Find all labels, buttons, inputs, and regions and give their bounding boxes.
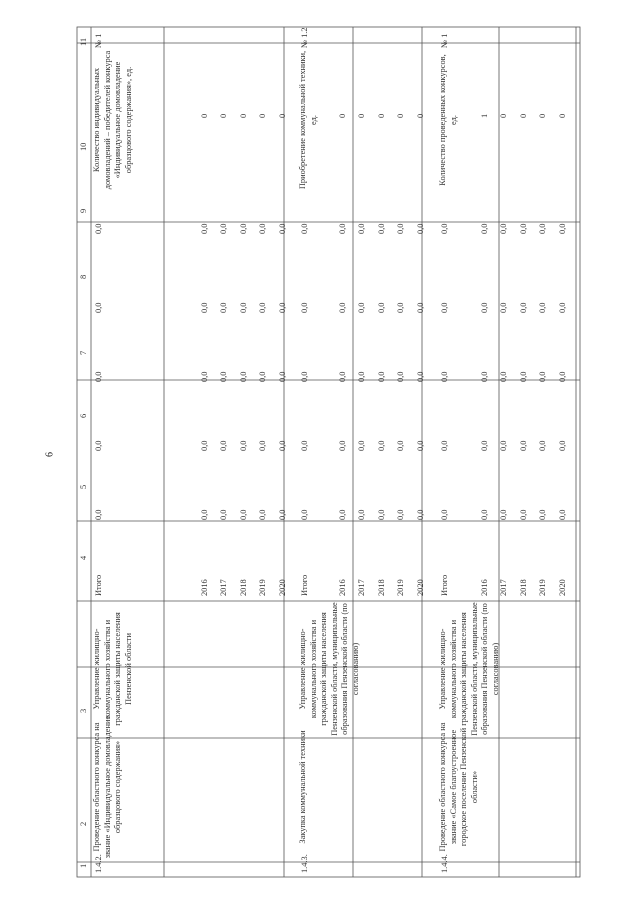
year-value: 0,0 — [557, 371, 567, 382]
year-value: 0,0 — [480, 302, 489, 313]
year-value: 0,0 — [376, 302, 386, 313]
year-value: 0,0 — [499, 509, 509, 520]
indicator-link: № 1 — [94, 33, 103, 48]
column-number: 10 — [79, 142, 88, 151]
year-value: 0,0 — [238, 509, 248, 520]
year-value: 0,0 — [258, 302, 268, 313]
measure-name: Закупка коммунальной техники — [298, 730, 307, 844]
year-value: 0,0 — [238, 302, 248, 313]
year-value: 0,0 — [480, 223, 489, 234]
column-number: 9 — [79, 208, 88, 213]
year-value: 0,0 — [499, 371, 509, 382]
year-value: 0,0 — [200, 223, 209, 234]
year-value: 0,0 — [219, 223, 229, 234]
year-value: 0,0 — [480, 509, 489, 520]
year-value: 0,0 — [277, 302, 287, 313]
year-label: 2017 — [357, 579, 367, 596]
year-value: 0,0 — [480, 371, 489, 382]
year-value: 0,0 — [277, 440, 287, 451]
column-number: 5 — [79, 484, 88, 489]
indicator-value: 1 — [480, 113, 489, 118]
year-label: 2020 — [415, 579, 425, 596]
total-value: 0,0 — [300, 302, 309, 313]
executor: Управление жилищно-коммунального хозяйства и гражданской защиты населения Пензенской области — [92, 612, 133, 726]
total-label: Итого — [300, 574, 309, 596]
year-value: 0,0 — [518, 302, 528, 313]
year-label: 2018 — [238, 579, 248, 596]
year-label: 2019 — [538, 579, 548, 596]
year-label: 2018 — [376, 579, 386, 596]
year-value: 0,0 — [200, 509, 209, 520]
total-value: 0,0 — [440, 509, 449, 520]
year-label: 2020 — [557, 579, 567, 596]
year-value: 0,0 — [415, 440, 425, 451]
total-value: 0,0 — [440, 223, 449, 234]
total-value: 0,0 — [94, 302, 103, 313]
year-value: 0,0 — [499, 440, 509, 451]
indicator-value: 0 — [538, 113, 548, 118]
year-value: 0,0 — [396, 302, 406, 313]
year-value: 0,0 — [357, 371, 367, 382]
year-value: 0,0 — [499, 302, 509, 313]
year-value: 0,0 — [396, 371, 406, 382]
indicator-value: 0 — [219, 113, 229, 118]
indicator-value: 0 — [277, 113, 287, 118]
year-value: 0,0 — [200, 371, 209, 382]
executor: Управление жилищно-коммунального хозяйства и гражданской защиты населения Пензенской области, муниципальные образования Пензенской области (по согласованию) — [438, 602, 500, 736]
indicator-value: 0 — [415, 113, 425, 118]
year-value: 0,0 — [376, 440, 386, 451]
year-label: 2019 — [396, 579, 406, 596]
year-value: 0,0 — [357, 302, 367, 313]
year-value: 0,0 — [538, 440, 548, 451]
total-value: 0,0 — [300, 440, 309, 451]
total-label: Итого — [440, 574, 449, 596]
year-label: 2020 — [277, 579, 287, 596]
total-value: 0,0 — [440, 302, 449, 313]
year-value: 0,0 — [258, 223, 268, 234]
column-number: 1 — [79, 863, 88, 868]
year-value: 0,0 — [518, 509, 528, 520]
indicator-value: 0 — [518, 113, 528, 118]
year-value: 0,0 — [538, 509, 548, 520]
indicator-value: 0 — [238, 113, 248, 118]
indicator-value: 0 — [396, 113, 406, 118]
year-value: 0,0 — [200, 440, 209, 451]
total-value: 0,0 — [440, 440, 449, 451]
year-value: 0,0 — [338, 371, 347, 382]
year-value: 0,0 — [357, 509, 367, 520]
column-number: 6 — [79, 413, 88, 418]
year-value: 0,0 — [376, 371, 386, 382]
year-value: 0,0 — [338, 440, 347, 451]
year-value: 0,0 — [238, 371, 248, 382]
indicator-value: 0 — [338, 113, 347, 118]
year-value: 0,0 — [499, 223, 509, 234]
indicator-name: Приобретение коммунальной техники, ед. — [298, 50, 318, 190]
year-value: 0,0 — [538, 223, 548, 234]
total-value: 0,0 — [94, 440, 103, 451]
year-value: 0,0 — [338, 302, 347, 313]
indicator-value: 0 — [357, 113, 367, 118]
year-value: 0,0 — [538, 371, 548, 382]
indicator-value: 0 — [200, 113, 209, 118]
total-value: 0,0 — [94, 223, 103, 234]
year-value: 0,0 — [238, 440, 248, 451]
column-number: 3 — [79, 708, 88, 713]
year-value: 0,0 — [518, 440, 528, 451]
year-value: 0,0 — [258, 440, 268, 451]
year-value: 0,0 — [258, 371, 268, 382]
total-label: Итого — [94, 574, 103, 596]
column-number: 2 — [79, 821, 88, 826]
year-label: 2016 — [200, 579, 209, 596]
year-value: 0,0 — [219, 440, 229, 451]
column-number: 8 — [79, 274, 88, 279]
year-label: 2016 — [338, 579, 347, 596]
column-number: 11 — [79, 37, 88, 46]
year-value: 0,0 — [396, 440, 406, 451]
year-value: 0,0 — [396, 223, 406, 234]
year-label: 2019 — [258, 579, 268, 596]
year-label: 2017 — [219, 579, 229, 596]
year-label: 2017 — [499, 579, 509, 596]
year-value: 0,0 — [557, 223, 567, 234]
year-value: 0,0 — [415, 371, 425, 382]
column-number: 4 — [79, 555, 88, 560]
year-value: 0,0 — [258, 509, 268, 520]
indicator-value: 0 — [258, 113, 268, 118]
year-value: 0,0 — [200, 302, 209, 313]
year-value: 0,0 — [557, 440, 567, 451]
year-label: 2016 — [480, 579, 489, 596]
indicator-name: Количество индивидуальных домовладений – победителей конкурса «Индивидуальное домовладение образцового содержания», ед. — [92, 50, 133, 190]
year-value: 0,0 — [557, 509, 567, 520]
total-value: 0,0 — [300, 223, 309, 234]
year-value: 0,0 — [415, 223, 425, 234]
year-value: 0,0 — [219, 371, 229, 382]
year-value: 0,0 — [376, 223, 386, 234]
page-number: 6 — [44, 452, 56, 457]
indicator-name: Количество проведенных конкурсов, ед. — [438, 54, 458, 186]
year-value: 0,0 — [357, 223, 367, 234]
indicator-value: 0 — [499, 113, 509, 118]
year-value: 0,0 — [396, 509, 406, 520]
measure-name: Проведение областного конкурса на звание «Самое благоустроенное городское поселение Пензенской области» — [438, 722, 479, 852]
year-value: 0,0 — [376, 509, 386, 520]
year-value: 0,0 — [277, 371, 287, 382]
column-number: 7 — [79, 350, 88, 355]
total-value: 0,0 — [94, 371, 103, 382]
measure-id: 1.4.4. — [440, 854, 449, 873]
year-value: 0,0 — [238, 223, 248, 234]
indicator-value: 0 — [557, 113, 567, 118]
measure-id: 1.4.2. — [94, 854, 103, 873]
year-value: 0,0 — [219, 302, 229, 313]
measure-id: 1.4.3. — [300, 854, 309, 873]
year-value: 0,0 — [219, 509, 229, 520]
year-value: 0,0 — [557, 302, 567, 313]
total-value: 0,0 — [440, 371, 449, 382]
total-value: 0,0 — [94, 509, 103, 520]
year-value: 0,0 — [480, 440, 489, 451]
year-value: 0,0 — [538, 302, 548, 313]
year-value: 0,0 — [338, 509, 347, 520]
measure-name: Проведение областного конкурса на звание «Индивидуальное домовладение образцового содержания» — [92, 715, 123, 859]
year-value: 0,0 — [415, 509, 425, 520]
indicator-link: № 1.2 — [300, 27, 309, 48]
year-value: 0,0 — [518, 371, 528, 382]
indicator-value: 0 — [376, 113, 386, 118]
year-value: 0,0 — [338, 223, 347, 234]
year-value: 0,0 — [277, 223, 287, 234]
year-value: 0,0 — [357, 440, 367, 451]
executor: Управление жилищно-коммунального хозяйства и гражданской защиты населения Пензенской области, муниципальные образования Пензенской области (по согласованию) — [298, 602, 360, 736]
year-value: 0,0 — [277, 509, 287, 520]
indicator-link: № 1 — [440, 33, 449, 48]
total-value: 0,0 — [300, 371, 309, 382]
year-value: 0,0 — [518, 223, 528, 234]
total-value: 0,0 — [300, 509, 309, 520]
year-value: 0,0 — [415, 302, 425, 313]
year-label: 2018 — [518, 579, 528, 596]
